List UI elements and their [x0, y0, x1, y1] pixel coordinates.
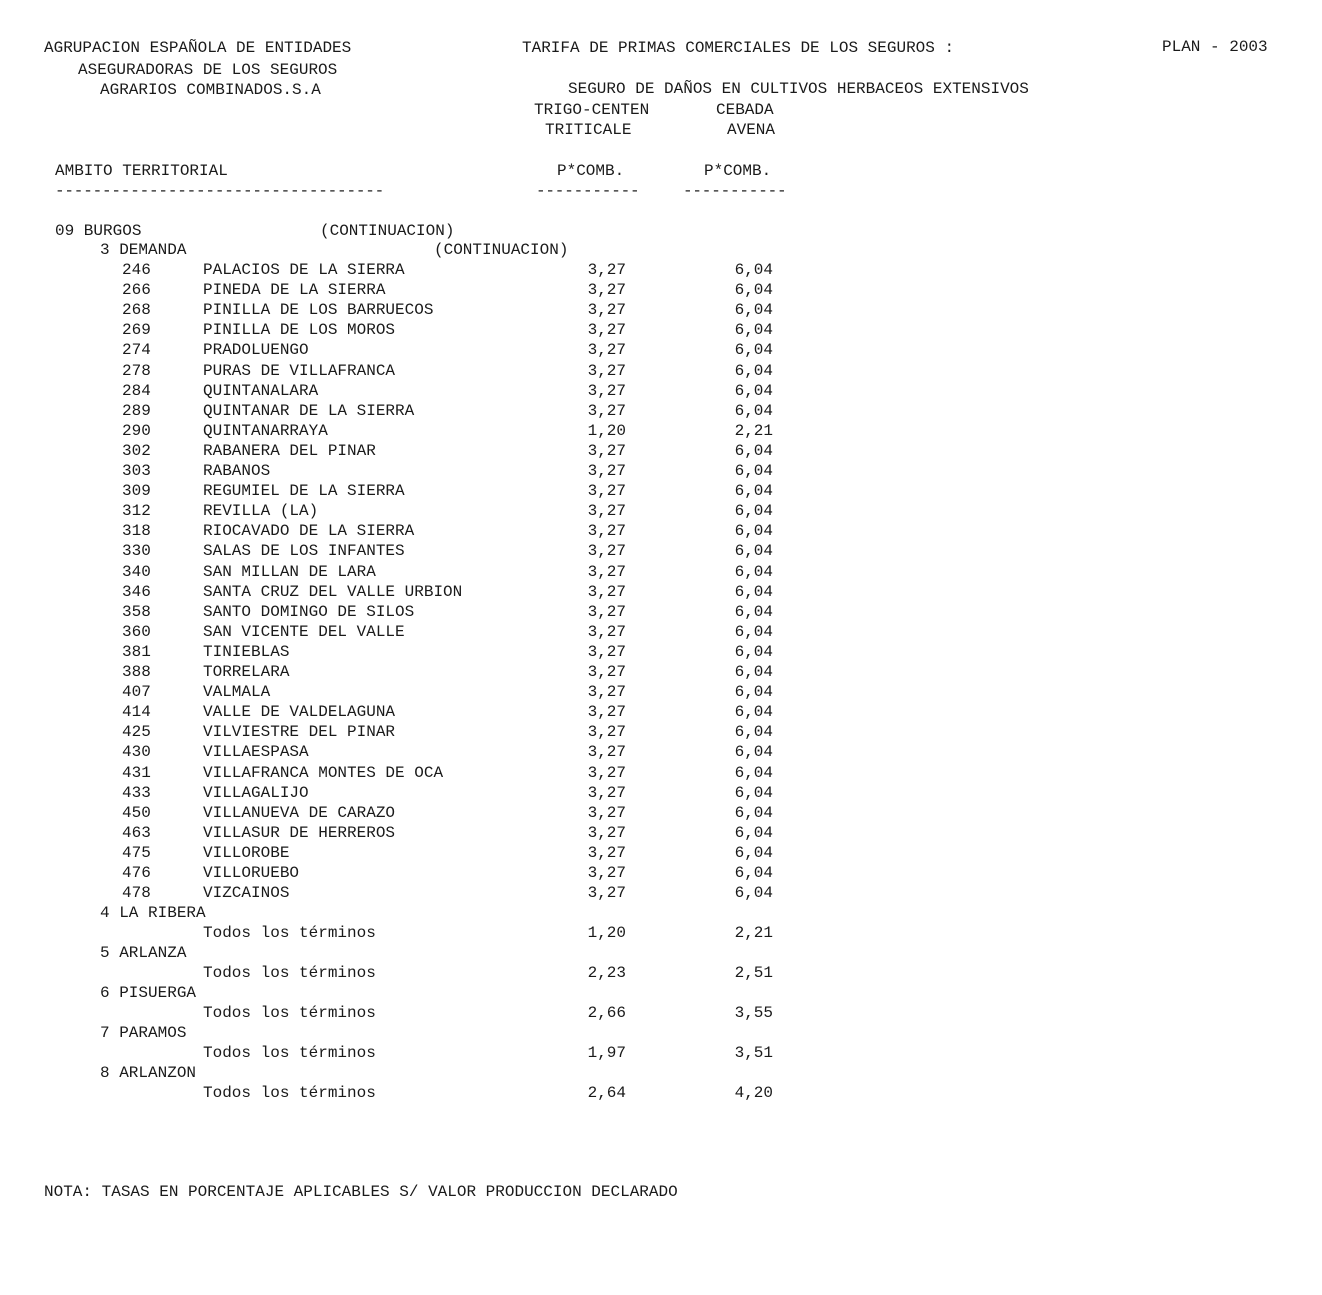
municipality-name: QUINTANARRAYA: [203, 422, 328, 440]
municipality-code: 360: [122, 623, 151, 641]
municipality-code: 407: [122, 683, 151, 701]
pcomb-value-1: 3,27: [587, 502, 626, 520]
province-name: 09 BURGOS: [55, 222, 142, 240]
plan-label: PLAN - 2003: [1162, 38, 1268, 56]
pcomb-value-2: 4,20: [734, 1084, 773, 1102]
municipality-name: PRADOLUENGO: [203, 341, 309, 359]
municipality-name: RABANERA DEL PINAR: [203, 442, 376, 460]
org-name-line2: ASEGURADORAS DE LOS SEGUROS: [78, 61, 338, 79]
pcomb-value-1: 3,27: [587, 583, 626, 601]
pcomb-value-2: 6,04: [734, 784, 773, 802]
pcomb-value-1: 3,27: [587, 442, 626, 460]
ambito-heading: AMBITO TERRITORIAL: [55, 162, 228, 180]
municipality-code: 266: [122, 281, 151, 299]
municipality-code: 274: [122, 341, 151, 359]
pcomb-value-2: 6,04: [734, 804, 773, 822]
municipality-name: VILLORUEBO: [203, 864, 300, 882]
pcomb-value-1: 1,20: [587, 422, 626, 440]
municipality-code: 290: [122, 422, 151, 440]
municipality-name: PALACIOS DE LA SIERRA: [203, 261, 405, 279]
municipality-code: 269: [122, 321, 151, 339]
municipality-code: 312: [122, 502, 151, 520]
pcomb-value-2: 6,04: [734, 623, 773, 641]
municipality-name: SANTO DOMINGO DE SILOS: [203, 603, 415, 621]
comarca-demanda-continuation: (CONTINUACION): [434, 241, 569, 259]
municipality-name: PURAS DE VILLAFRANCA: [203, 362, 396, 380]
municipality-code: 431: [122, 764, 151, 782]
all-municipalities-label: Todos los términos: [203, 1044, 376, 1062]
all-municipalities-label: Todos los términos: [203, 1004, 376, 1022]
municipality-name: VILLASUR DE HERREROS: [203, 824, 396, 842]
comarca-demanda-name: 3 DEMANDA: [100, 241, 187, 259]
municipality-code: 346: [122, 583, 151, 601]
pcomb-value-1: 1,97: [587, 1044, 626, 1062]
municipality-name: TINIEBLAS: [203, 643, 290, 661]
pcomb-value-2: 6,04: [734, 844, 773, 862]
pcomb-value-1: 3,27: [587, 683, 626, 701]
municipality-name: QUINTANALARA: [203, 382, 319, 400]
pcomb-value-2: 6,04: [734, 462, 773, 480]
municipality-name: SAN VICENTE DEL VALLE: [203, 623, 405, 641]
pcomb-value-1: 3,27: [587, 663, 626, 681]
column2-crop-line1: CEBADA: [716, 101, 774, 119]
municipality-code: 246: [122, 261, 151, 279]
ambito-rule: -----------------------------------: [55, 182, 385, 200]
municipality-name: VILLAESPASA: [203, 743, 309, 761]
comarca-name: 4 LA RIBERA: [100, 904, 206, 922]
municipality-code: 381: [122, 643, 151, 661]
all-municipalities-label: Todos los términos: [203, 964, 376, 982]
pcomb-value-1: 3,27: [587, 402, 626, 420]
pcomb-value-1: 2,66: [587, 1004, 626, 1022]
municipality-name: PINEDA DE LA SIERRA: [203, 281, 386, 299]
municipality-code: 309: [122, 482, 151, 500]
pcomb-value-1: 3,27: [587, 643, 626, 661]
org-name-line1: AGRUPACION ESPAÑOLA DE ENTIDADES: [44, 39, 352, 57]
pcomb-value-1: 3,27: [587, 341, 626, 359]
pcomb-value-1: 3,27: [587, 764, 626, 782]
municipality-name: RABANOS: [203, 462, 271, 480]
pcomb-value-1: 2,23: [587, 964, 626, 982]
municipality-code: 433: [122, 784, 151, 802]
municipality-code: 302: [122, 442, 151, 460]
pcomb-value-1: 3,27: [587, 784, 626, 802]
footer-note: NOTA: TASAS EN PORCENTAJE APLICABLES S/ VALOR PRODUCCION DECLARADO: [44, 1183, 678, 1201]
municipality-code: 278: [122, 362, 151, 380]
pcomb-value-2: 6,04: [734, 502, 773, 520]
org-name-line3: AGRARIOS COMBINADOS.S.A: [100, 81, 321, 99]
pcomb-value-1: 3,27: [587, 603, 626, 621]
municipality-code: 430: [122, 743, 151, 761]
pcomb-value-1: 3,27: [587, 281, 626, 299]
municipality-name: QUINTANAR DE LA SIERRA: [203, 402, 415, 420]
municipality-name: VALMALA: [203, 683, 271, 701]
pcomb-heading-1: P*COMB.: [557, 162, 625, 180]
pcomb-value-2: 6,04: [734, 703, 773, 721]
pcomb-value-1: 3,27: [587, 824, 626, 842]
pcomb-value-2: 6,04: [734, 321, 773, 339]
pcomb-value-2: 6,04: [734, 382, 773, 400]
column2-crop-line2: AVENA: [727, 121, 776, 139]
insurance-subtitle: SEGURO DE DAÑOS EN CULTIVOS HERBACEOS EXTENSIVOS: [568, 80, 1029, 98]
municipality-code: 463: [122, 824, 151, 842]
pcomb-value-1: 3,27: [587, 623, 626, 641]
all-municipalities-label: Todos los términos: [203, 1084, 376, 1102]
pcomb-value-2: 6,04: [734, 743, 773, 761]
pcomb-value-2: 6,04: [734, 341, 773, 359]
municipality-name: SAN MILLAN DE LARA: [203, 563, 376, 581]
municipality-code: 284: [122, 382, 151, 400]
pcomb-value-2: 6,04: [734, 824, 773, 842]
pcomb-value-1: 1,20: [587, 924, 626, 942]
municipality-name: TORRELARA: [203, 663, 290, 681]
municipality-code: 414: [122, 703, 151, 721]
document-title: TARIFA DE PRIMAS COMERCIALES DE LOS SEGUROS :: [522, 39, 955, 57]
municipality-name: VILLANUEVA DE CARAZO: [203, 804, 396, 822]
pcomb-value-1: 3,27: [587, 804, 626, 822]
municipality-name: VALLE DE VALDELAGUNA: [203, 703, 396, 721]
pcomb-value-2: 2,21: [734, 924, 773, 942]
pcomb-value-1: 2,64: [587, 1084, 626, 1102]
municipality-name: REVILLA (LA): [203, 502, 319, 520]
municipality-code: 358: [122, 603, 151, 621]
municipality-name: RIOCAVADO DE LA SIERRA: [203, 522, 415, 540]
pcomb-value-2: 6,04: [734, 301, 773, 319]
pcomb-value-1: 3,27: [587, 301, 626, 319]
municipality-code: 388: [122, 663, 151, 681]
pcomb-value-2: 6,04: [734, 281, 773, 299]
municipality-code: 478: [122, 884, 151, 902]
pcomb-value-2: 6,04: [734, 764, 773, 782]
municipality-name: REGUMIEL DE LA SIERRA: [203, 482, 405, 500]
comarca-name: 6 PISUERGA: [100, 984, 197, 1002]
municipality-code: 340: [122, 563, 151, 581]
pcomb-value-2: 2,51: [734, 964, 773, 982]
pcomb-value-2: 6,04: [734, 563, 773, 581]
col2-rule: -----------: [683, 182, 787, 200]
pcomb-value-2: 6,04: [734, 442, 773, 460]
municipality-name: PINILLA DE LOS MOROS: [203, 321, 396, 339]
municipality-name: VILLAFRANCA MONTES DE OCA: [203, 764, 444, 782]
pcomb-value-1: 3,27: [587, 362, 626, 380]
municipality-name: VIZCAINOS: [203, 884, 290, 902]
pcomb-value-1: 3,27: [587, 723, 626, 741]
pcomb-value-2: 6,04: [734, 362, 773, 380]
pcomb-value-2: 2,21: [734, 422, 773, 440]
pcomb-value-1: 3,27: [587, 462, 626, 480]
column1-crop-line1: TRIGO-CENTEN: [534, 101, 650, 119]
municipality-name: SALAS DE LOS INFANTES: [203, 542, 405, 560]
pcomb-value-2: 6,04: [734, 683, 773, 701]
pcomb-value-1: 3,27: [587, 522, 626, 540]
pcomb-value-1: 3,27: [587, 743, 626, 761]
pcomb-value-1: 3,27: [587, 703, 626, 721]
municipality-code: 303: [122, 462, 151, 480]
pcomb-value-1: 3,27: [587, 563, 626, 581]
province-continuation: (CONTINUACION): [320, 222, 455, 240]
municipality-name: PINILLA DE LOS BARRUECOS: [203, 301, 434, 319]
pcomb-value-1: 3,27: [587, 482, 626, 500]
pcomb-value-1: 3,27: [587, 382, 626, 400]
pcomb-value-2: 6,04: [734, 603, 773, 621]
municipality-code: 330: [122, 542, 151, 560]
column1-crop-line2: TRITICALE: [545, 121, 632, 139]
municipality-code: 476: [122, 864, 151, 882]
pcomb-value-2: 6,04: [734, 663, 773, 681]
pcomb-value-2: 6,04: [734, 482, 773, 500]
pcomb-value-2: 3,51: [734, 1044, 773, 1062]
pcomb-value-2: 3,55: [734, 1004, 773, 1022]
comarca-name: 7 PARAMOS: [100, 1024, 187, 1042]
pcomb-value-2: 6,04: [734, 522, 773, 540]
municipality-code: 425: [122, 723, 151, 741]
comarca-name: 8 ARLANZON: [100, 1064, 197, 1082]
municipality-code: 475: [122, 844, 151, 862]
pcomb-value-2: 6,04: [734, 864, 773, 882]
pcomb-value-2: 6,04: [734, 261, 773, 279]
pcomb-value-2: 6,04: [734, 643, 773, 661]
pcomb-value-1: 3,27: [587, 542, 626, 560]
municipality-name: SANTA CRUZ DEL VALLE URBION: [203, 583, 463, 601]
municipality-name: VILVIESTRE DEL PINAR: [203, 723, 396, 741]
municipality-code: 450: [122, 804, 151, 822]
col1-rule: -----------: [536, 182, 640, 200]
pcomb-value-2: 6,04: [734, 884, 773, 902]
pcomb-value-1: 3,27: [587, 864, 626, 882]
all-municipalities-label: Todos los términos: [203, 924, 376, 942]
pcomb-value-2: 6,04: [734, 542, 773, 560]
comarca-name: 5 ARLANZA: [100, 944, 187, 962]
municipality-code: 289: [122, 402, 151, 420]
pcomb-value-2: 6,04: [734, 583, 773, 601]
pcomb-heading-2: P*COMB.: [704, 162, 772, 180]
pcomb-value-1: 3,27: [587, 884, 626, 902]
municipality-name: VILLAGALIJO: [203, 784, 309, 802]
pcomb-value-2: 6,04: [734, 723, 773, 741]
municipality-code: 268: [122, 301, 151, 319]
pcomb-value-1: 3,27: [587, 844, 626, 862]
pcomb-value-1: 3,27: [587, 321, 626, 339]
pcomb-value-2: 6,04: [734, 402, 773, 420]
municipality-code: 318: [122, 522, 151, 540]
pcomb-value-1: 3,27: [587, 261, 626, 279]
municipality-name: VILLOROBE: [203, 844, 290, 862]
